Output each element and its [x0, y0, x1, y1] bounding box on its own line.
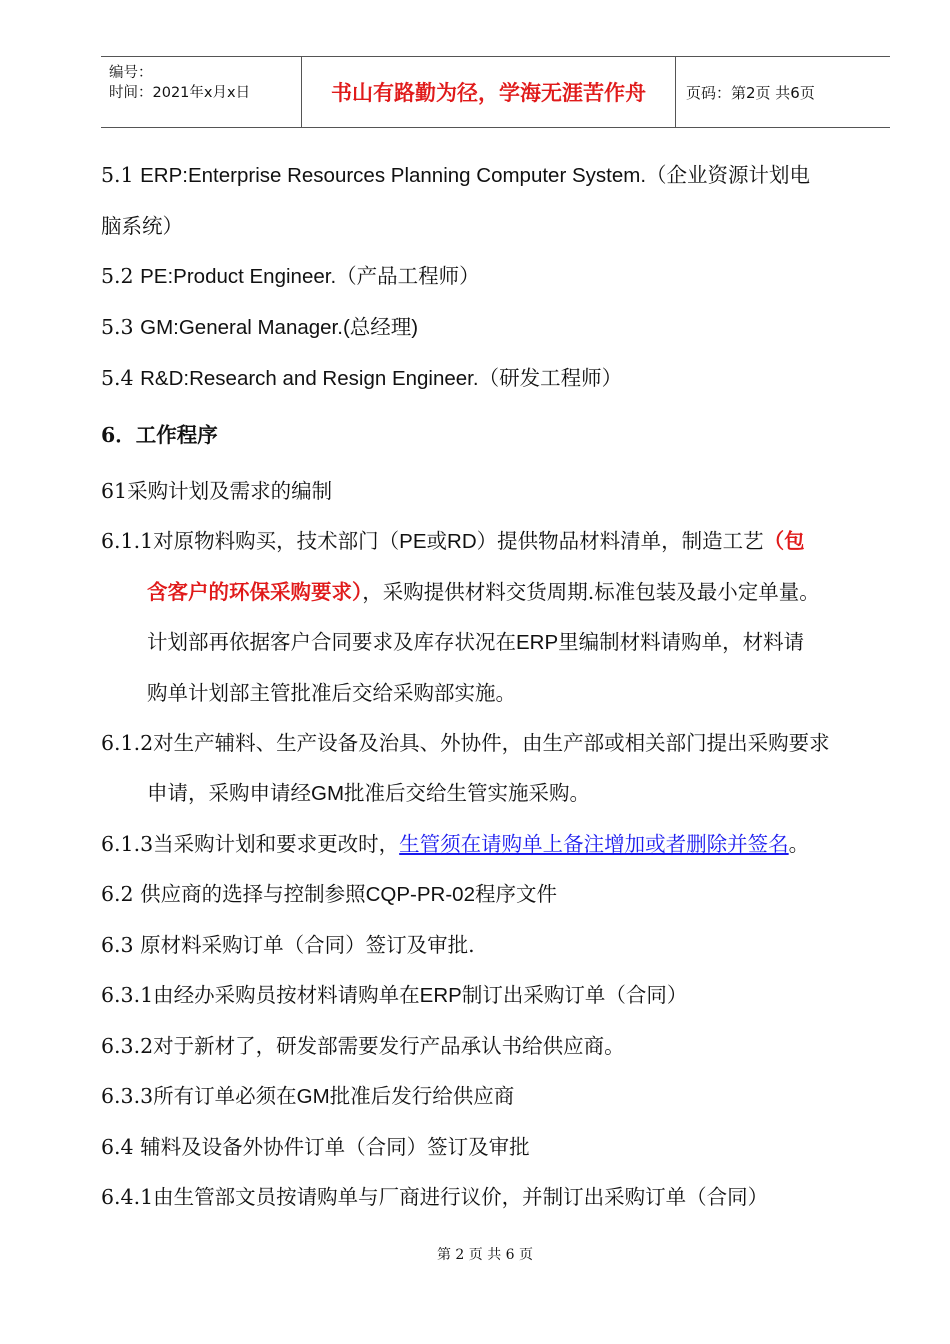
text-run: 或: [426, 529, 448, 553]
paragraph-6-1-2: 6.1.2对生产辅料、生产设备及治具、外协件，由生产部或相关部门提出采购要求: [101, 731, 830, 755]
paragraph-6-2: [101, 869, 890, 920]
header-page-info: 页码：第2页 共6页: [686, 83, 815, 102]
paragraph-6-4: 6.4 辅料及设备外协件订单（合同）签订及审批: [101, 1135, 530, 1159]
text-run: 6.1.1对原物料购买，技术部门（: [101, 529, 400, 553]
text-run: GM: [296, 1085, 330, 1108]
paragraph-5-1-continued: 脑系统）: [101, 214, 183, 238]
document-body: [101, 150, 890, 1222]
text-run: ERP: [419, 984, 462, 1007]
text-run: GM: [311, 782, 345, 805]
term-close: ): [411, 316, 419, 339]
term-chinese: （企业资源计划电: [646, 163, 811, 187]
section-number: 5.1: [101, 163, 141, 187]
paragraph-5-4: [101, 353, 890, 404]
document-code: CQP-PR-02: [365, 883, 475, 906]
section-number: 5.3: [101, 315, 141, 339]
page-footer: 第 2 页 共 6 页: [436, 1247, 534, 1263]
paragraph-6-4-1: 6.4.1由生管部文员按请购单与厂商进行议价，并制订出采购订单（合同）: [101, 1185, 769, 1209]
text-run: 制订出采购订单（合同）: [461, 983, 688, 1007]
highlight-text: 含客户的环保采购要求）: [147, 580, 363, 604]
term-english: GM:General Manager.(: [140, 316, 350, 339]
underlined-link[interactable]: 生管须在请购单上备注增加或者删除并签名: [399, 832, 789, 856]
term-english: ERP:Enterprise Resources Planning Computer System.: [140, 164, 647, 187]
paragraph-6-1-2-line-2: [101, 768, 890, 819]
text-run: 批准后交给生管实施采购。: [344, 781, 591, 805]
term-chinese: （研发工程师）: [478, 366, 623, 390]
text-run: 6.3.3所有订单必须在: [101, 1084, 297, 1108]
text-run: ERP: [516, 631, 559, 654]
text-run: 6.2 供应商的选择与控制参照: [101, 882, 366, 906]
paragraph-5-3: [101, 302, 890, 353]
text-run: 计划部再依据客户合同要求及库存状况在: [147, 630, 516, 654]
text-run: PE: [399, 530, 427, 553]
paragraph-6-1-1: [101, 516, 890, 567]
page-header: [101, 56, 890, 128]
paragraph-6-1-1-line-2: [101, 567, 890, 617]
paragraph-6-3-3: [101, 1071, 890, 1122]
highlight-text: （包: [763, 529, 805, 553]
text-run: 6.3.1由经办采购员按材料请购单在: [101, 983, 420, 1007]
text-run: 批准后发行给供应商: [329, 1084, 515, 1108]
text-run: 里编制材料请购单，材料请: [558, 630, 805, 654]
code-label: 编号：: [109, 65, 153, 81]
text-run: ，采购提供材料交货周期.标准包装及最小定单量。: [362, 580, 820, 604]
paragraph-6-1-1-line-4: 购单计划部主管批准后交给采购部实施。: [147, 681, 516, 705]
paragraph-6-1-1-line-3: [101, 617, 890, 668]
paragraph-6-1-3: [101, 819, 890, 869]
text-run: RD: [447, 530, 477, 553]
section-number: 5.2: [101, 264, 141, 288]
paragraph-5-1: [101, 150, 890, 201]
paragraph-6-1: 61采购计划及需求的编制: [101, 479, 333, 503]
paragraph-6-3-1: [101, 970, 890, 1021]
term-chinese: 总经理: [349, 315, 412, 339]
text-run: 。: [788, 832, 810, 856]
section-heading-6: 6．工作程序: [101, 423, 218, 447]
text-run: 申请，采购申请经: [147, 781, 311, 805]
paragraph-5-2: [101, 251, 890, 302]
paragraph-6-3-2: 6.3.2对于新材了，研发部需要发行产品承认书给供应商。: [101, 1034, 625, 1058]
paragraph-6-3: 6.3 原材料采购订单（合同）签订及审批.: [101, 933, 475, 957]
section-number: 5.4: [101, 366, 141, 390]
term-english: PE:Product Engineer.: [140, 265, 337, 288]
time-label: 时间：2021年x月x日: [109, 85, 251, 101]
term-chinese: （产品工程师）: [336, 264, 480, 288]
header-meta-cell: [101, 57, 302, 127]
text-run: 程序文件: [474, 882, 557, 906]
term-english: R&D:Research and Resign Engineer.: [140, 367, 479, 390]
text-run: ）提供物品材料清单，制造工艺: [476, 529, 764, 553]
text-run: 6.1.3当采购计划和要求更改时，: [101, 832, 400, 856]
header-motto: 书山有路勤为径，学海无涯苦作舟: [302, 57, 676, 127]
